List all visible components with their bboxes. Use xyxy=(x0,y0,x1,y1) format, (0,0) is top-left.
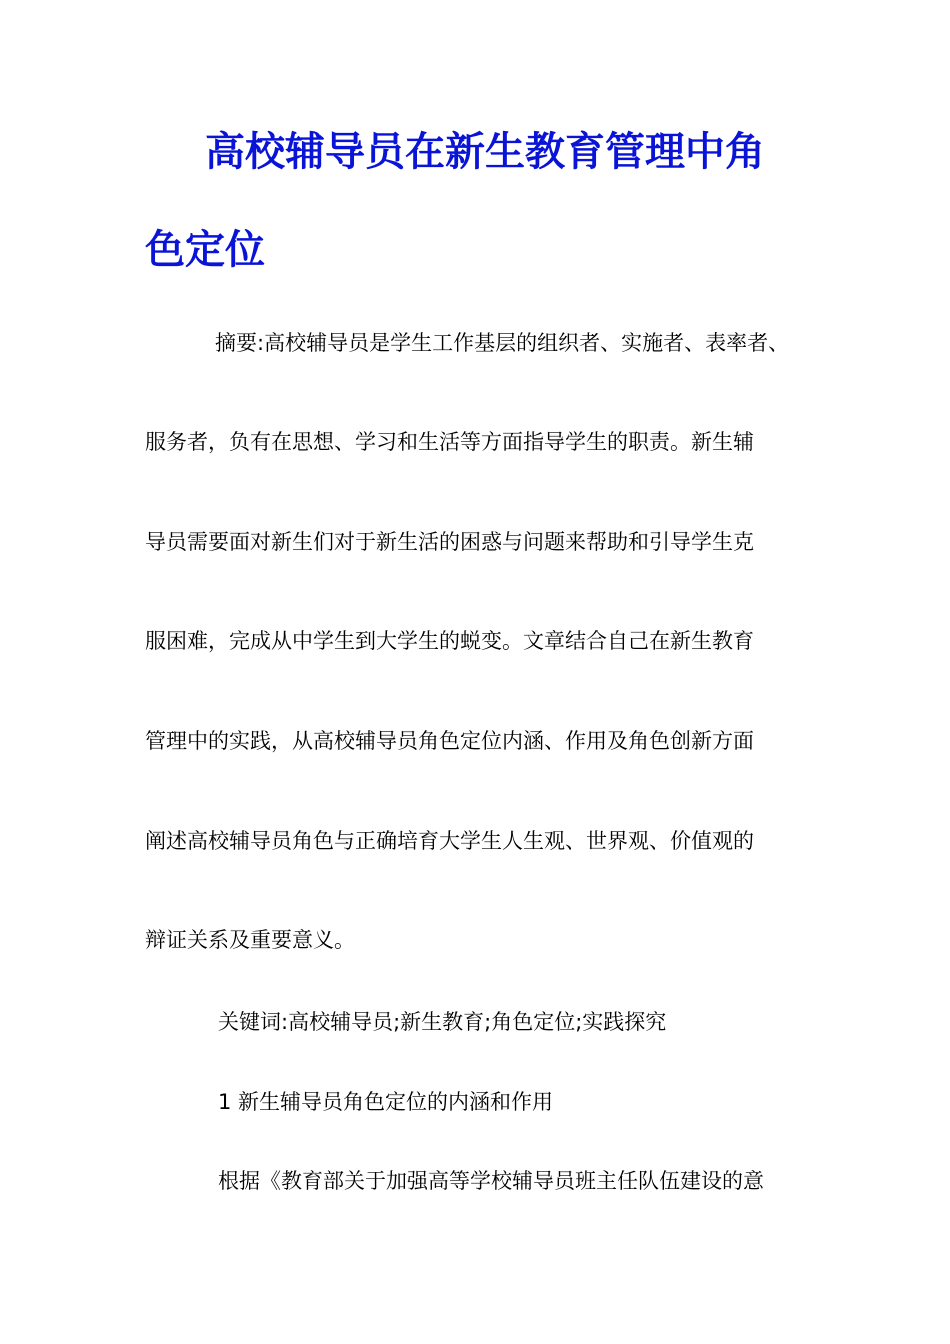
abstract-line-7: 辩证关系及重要意义。 xyxy=(145,928,355,952)
abstract-line-4: 服困难，完成从中学生到大学生的蜕变。文章结合自己在新生教育 xyxy=(145,629,754,653)
section-heading: 1 新生辅导员角色定位的内涵和作用 xyxy=(218,1090,554,1114)
body-line-1: 根据《教育部关于加强高等学校辅导员班主任队伍建设的意 xyxy=(218,1169,764,1193)
abstract-line-3: 导员需要面对新生们对于新生活的困惑与问题来帮助和引导学生克 xyxy=(145,530,754,554)
abstract-line-6: 阐述高校辅导员角色与正确培育大学生人生观、世界观、价值观的 xyxy=(145,829,754,853)
document-title-line-1: 高校辅导员在新生教育管理中角 xyxy=(205,128,765,175)
abstract-line-1: 摘要:高校辅导员是学生工作基层的组织者、实施者、表率者、 xyxy=(215,331,790,355)
document-title-line-2: 色定位 xyxy=(145,226,265,273)
abstract-line-2: 服务者，负有在思想、学习和生活等方面指导学生的职责。新生辅 xyxy=(145,430,754,454)
abstract-line-5: 管理中的实践，从高校辅导员角色定位内涵、作用及角色创新方面 xyxy=(145,729,754,753)
keywords-line: 关键词:高校辅导员;新生教育;角色定位;实践探究 xyxy=(218,1010,667,1034)
